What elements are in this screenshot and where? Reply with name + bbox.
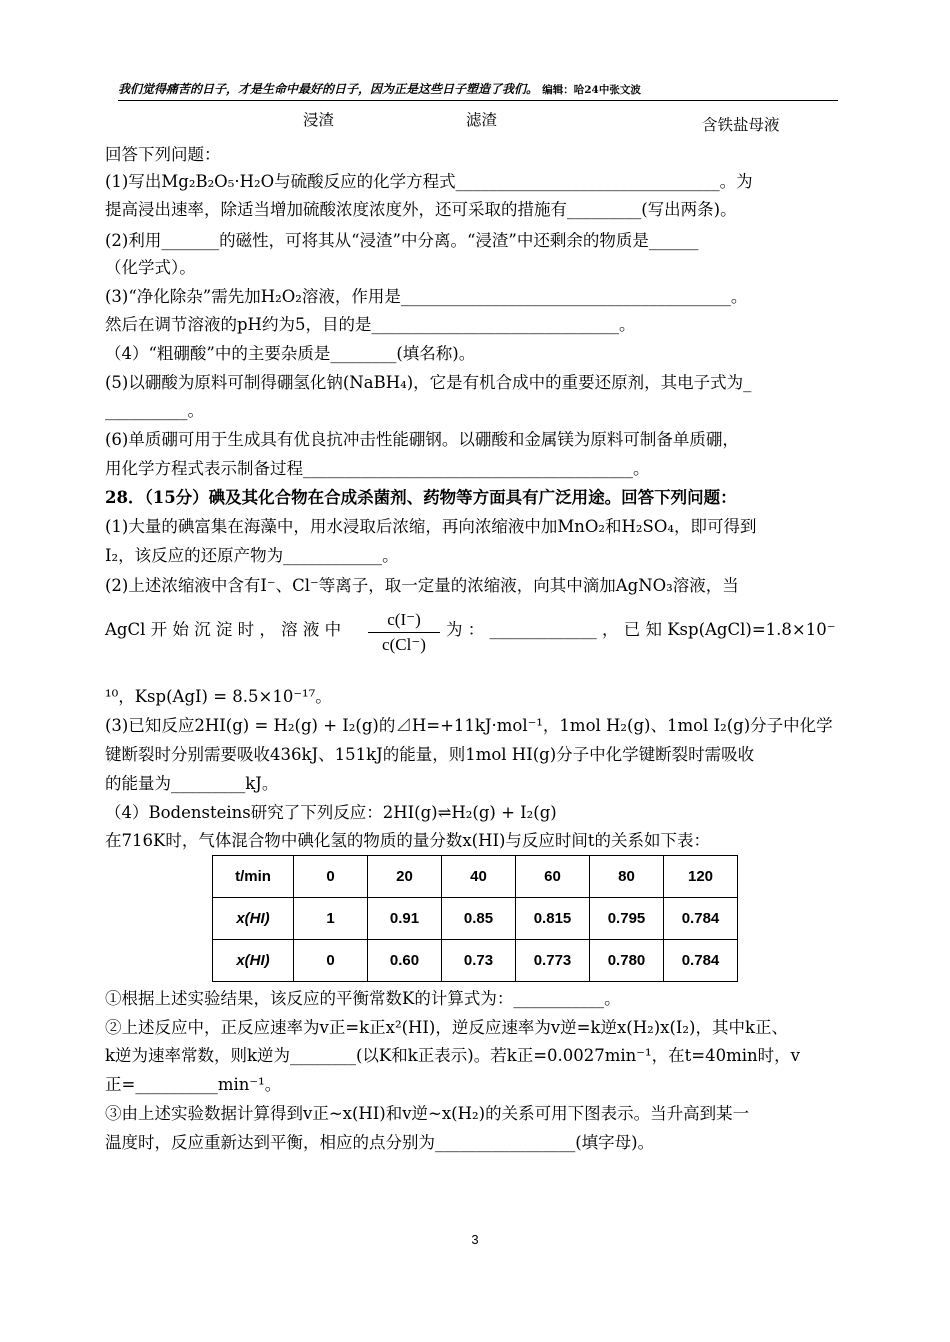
table-row [213,898,738,940]
text-line: （4）Bodensteins研究了下列反应：2HI(g)⇌H₂(g) + I₂(g) [105,803,557,822]
text-line: 正=__________min⁻¹。 [105,1075,282,1094]
text-line: (1)写出Mg₂B₂O₅·H₂O与硫酸反应的化学方程式________________________________。为 [105,172,753,191]
fraction-denominator: c(Cl⁻) [382,635,426,654]
text-line-pre-fraction: AgCl 开 始 沉 淀 时 ， 溶 液 中 [105,620,342,639]
text-line: 的能量为_________kJ。 [105,774,279,793]
text-line: 然后在调节溶液的pH约为5，目的是______________________________。 [105,315,636,334]
table-cell: 0.795 [590,898,664,940]
text-line: (6)单质硼可用于生成具有优良抗冲击性能硼钢。以硼酸和金属镁为原料可制备单质硼， [105,430,739,449]
table-cell: 20 [368,856,442,898]
table-cell: 0.815 [516,898,590,940]
table-cell: 0.784 [664,898,738,940]
table-cell: 0.85 [442,898,516,940]
table-cell: 40 [442,856,516,898]
table-cell: 0.784 [664,940,738,982]
table-cell: x(HI) [213,940,294,982]
table-cell: 80 [590,856,664,898]
text-line: 提高浸出速率，除适当增加硫酸浓度浓度外，还可采取的措施有_________(写出两条)。 [105,200,737,219]
text-line: (2)上述浓缩液中含有I⁻、Cl⁻等离子，取一定量的浓缩液，向其中滴加AgNO₃溶液，当 [105,576,739,595]
fraction-numerator: c(I⁻) [368,610,440,633]
question-28-heading: 28．（15分）碘及其化合物在合成杀菌剂、药物等方面具有广泛用途。回答下列问题： [105,488,737,507]
text-line: ③由上述实验数据计算得到v正~x(HI)和v逆~x(H₂)的关系可用下图表示。当升高到某一 [105,1104,750,1123]
concentration-ratio-fraction [368,610,440,655]
text-line: （4）“粗硼酸”中的主要杂质是________(填名称)。 [105,344,476,363]
text-line: （化学式）。 [105,258,196,277]
text-line: (3)“净化除杂”需先加H₂O₂溶液，作用是________________________________________。 [105,287,748,306]
text-line: 回答下列问题： [105,145,221,164]
table-cell: 0.60 [368,940,442,982]
page-header [118,80,838,101]
text-line: ¹⁰，Ksp(AgI) = 8.5×10⁻¹⁷。 [105,687,332,706]
text-line: __________。 [105,401,204,420]
flow-label-filter-residue: 滤渣 [466,111,498,129]
text-line: (1)大量的碘富集在海藻中，用水浸取后浓缩，再向浓缩液中加MnO₂和H₂SO₄，即可得到 [105,517,757,536]
table-cell: 0 [294,856,368,898]
table-cell: 0.91 [368,898,442,940]
text-line: (5)以硼酸为原料可制得硼氢化钠(NaBH₄)，它是有机合成中的重要还原剂，其电子式为_ [105,373,752,392]
header-motto: 我们觉得痛苦的日子，才是生命中最好的日子，因为正是这些日子塑造了我们。 [118,82,539,96]
text-line: k逆为速率常数，则k逆为________(以K和k正表示)。若k正=0.0027min⁻¹，在t=40min时，v [105,1046,800,1065]
table-cell: 0.773 [516,940,590,982]
flow-label-mother-liquor: 含铁盐母液 [702,116,780,134]
page-number: 3 [471,1232,479,1247]
text-line: 温度时，反应重新达到平衡，相应的点分别为_________________(填字母)。 [105,1133,655,1152]
text-line-post-fraction: 为 ： _____________ ， 已 知 Ksp(AgCl)=1.8×10⁻ [446,620,836,639]
text-line: 用化学方程式表示制备过程________________________________________。 [105,459,650,478]
text-line: ①根据上述实验结果，该反应的平衡常数K的计算式为：___________。 [105,989,621,1008]
table-cell: x(HI) [213,898,294,940]
table-cell: 0.780 [590,940,664,982]
table-cell: t/min [213,856,294,898]
table-row [213,940,738,982]
text-line: 键断裂时分别需要吸收436kJ、151kJ的能量，则1mol HI(g)分子中化学键断裂时需吸收 [105,745,755,764]
flow-label-leach-residue: 浸渣 [303,111,335,129]
text-line: 在716K时，气体混合物中碘化氢的物质的量分数x(HI)与反应时间t的关系如下表： [105,831,711,850]
text-line: I₂，该反应的还原产物为____________。 [105,546,399,565]
table-cell: 120 [664,856,738,898]
table-cell: 0.73 [442,940,516,982]
table-row [213,856,738,898]
hi-fraction-table [212,855,738,982]
table-cell: 1 [294,898,368,940]
text-line: (2)利用_______的磁性，可将其从“浸渣”中分离。“浸渣”中还剩余的物质是______ [105,231,699,250]
table-cell: 60 [516,856,590,898]
text-line: (3)已知反应2HI(g) = H₂(g) + I₂(g)的⊿H=+11kJ·mol⁻¹，1mol H₂(g)、1mol I₂(g)分子中化学 [105,716,833,735]
text-line: ②上述反应中，正反应速率为v正=k正x²(HI)，逆反应速率为v逆=k逆x(H₂)x(I₂)，其中k正、 [105,1018,788,1037]
header-editor: 编辑：哈24中张文波 [542,84,641,96]
table-cell: 0 [294,940,368,982]
